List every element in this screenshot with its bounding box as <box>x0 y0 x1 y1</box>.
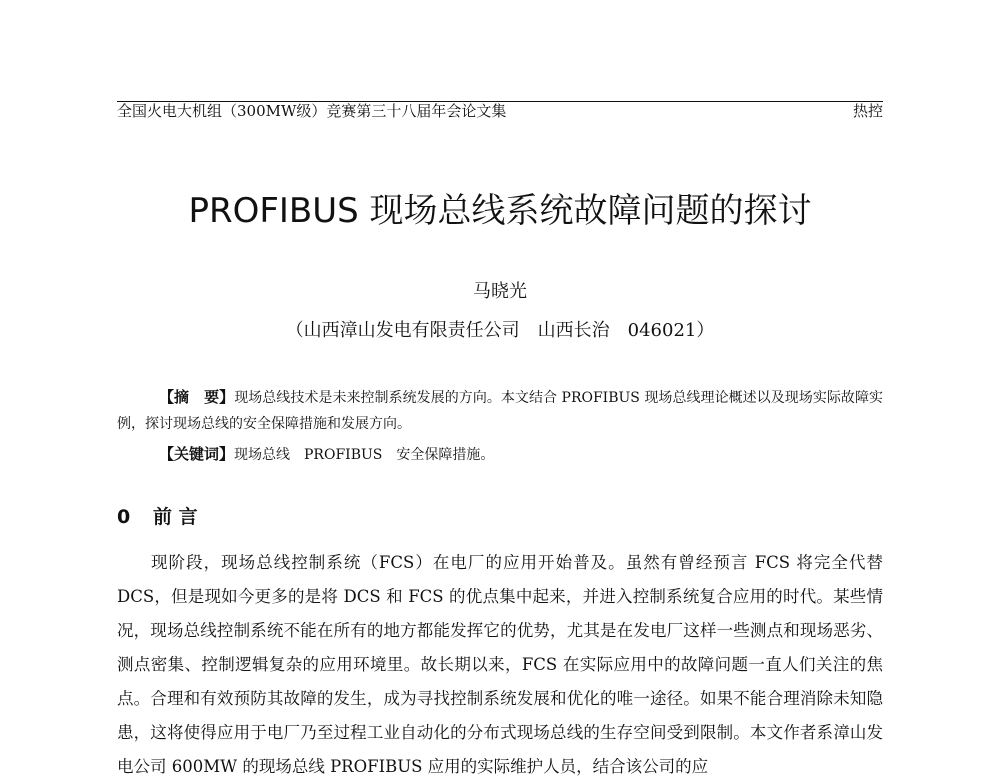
author-affiliation: （山西漳山发电有限责任公司 山西长治 046021） <box>285 320 715 341</box>
author-name: 马晓光 <box>473 281 527 302</box>
paper-title: PROFIBUS 现场总线系统故障问题的探讨 <box>188 191 812 231</box>
section-heading <box>117 503 198 531</box>
body-paragraph: 现阶段，现场总线控制系统（FCS）在电厂的应用开始普及。虽然有曾经预言 FCS 将完全代替 DCS，但是现如今更多的是将 DCS 和 FCS 的优点集中起来，并进入控制系统复合应用的时代。某些情况，现场总线控制系统不能在所有的地方都能发挥它的优势，尤其是在发电厂这样一些测点和现场恶劣、测点密集、控制逻辑复杂的应用环境里。故长期以来，FCS 在实际应用中的故障问题一直人们关注的焦点。合理和有效预防其故障的发生，成为寻找控制系统发展和优化的唯一途径。如果不能合理消除未知隐患，这将使得应用于电厂乃至过程工业自动化的分布式现场总线的生存空间受到限制。本文作者系漳山发电公司 600MW 的现场总线 PROFIBUS 应用的实际维护人员，结合该公司的应 <box>117 553 883 776</box>
abstract-text: 现场总线技术是未来控制系统发展的方向。本文结合 PROFIBUS 现场总线理论概述以及现场实际故障实例，探讨现场总线的安全保障措施和发展方向。 <box>117 390 883 432</box>
section-title: 前 言 <box>153 506 198 528</box>
section-tag: 热控 <box>852 102 883 120</box>
abstract-label: 【摘 要】 <box>159 388 235 406</box>
abstract <box>117 384 883 437</box>
keywords-text: 现场总线 PROFIBUS 安全保障措施。 <box>234 447 495 463</box>
running-header <box>117 100 883 120</box>
keywords <box>117 441 883 468</box>
proceedings-title: 全国火电大机组（300MW级）竞赛第三十八届年会论文集 <box>117 102 507 120</box>
section-number: 0 <box>117 506 131 528</box>
keywords-label: 【关键词】 <box>159 445 235 463</box>
